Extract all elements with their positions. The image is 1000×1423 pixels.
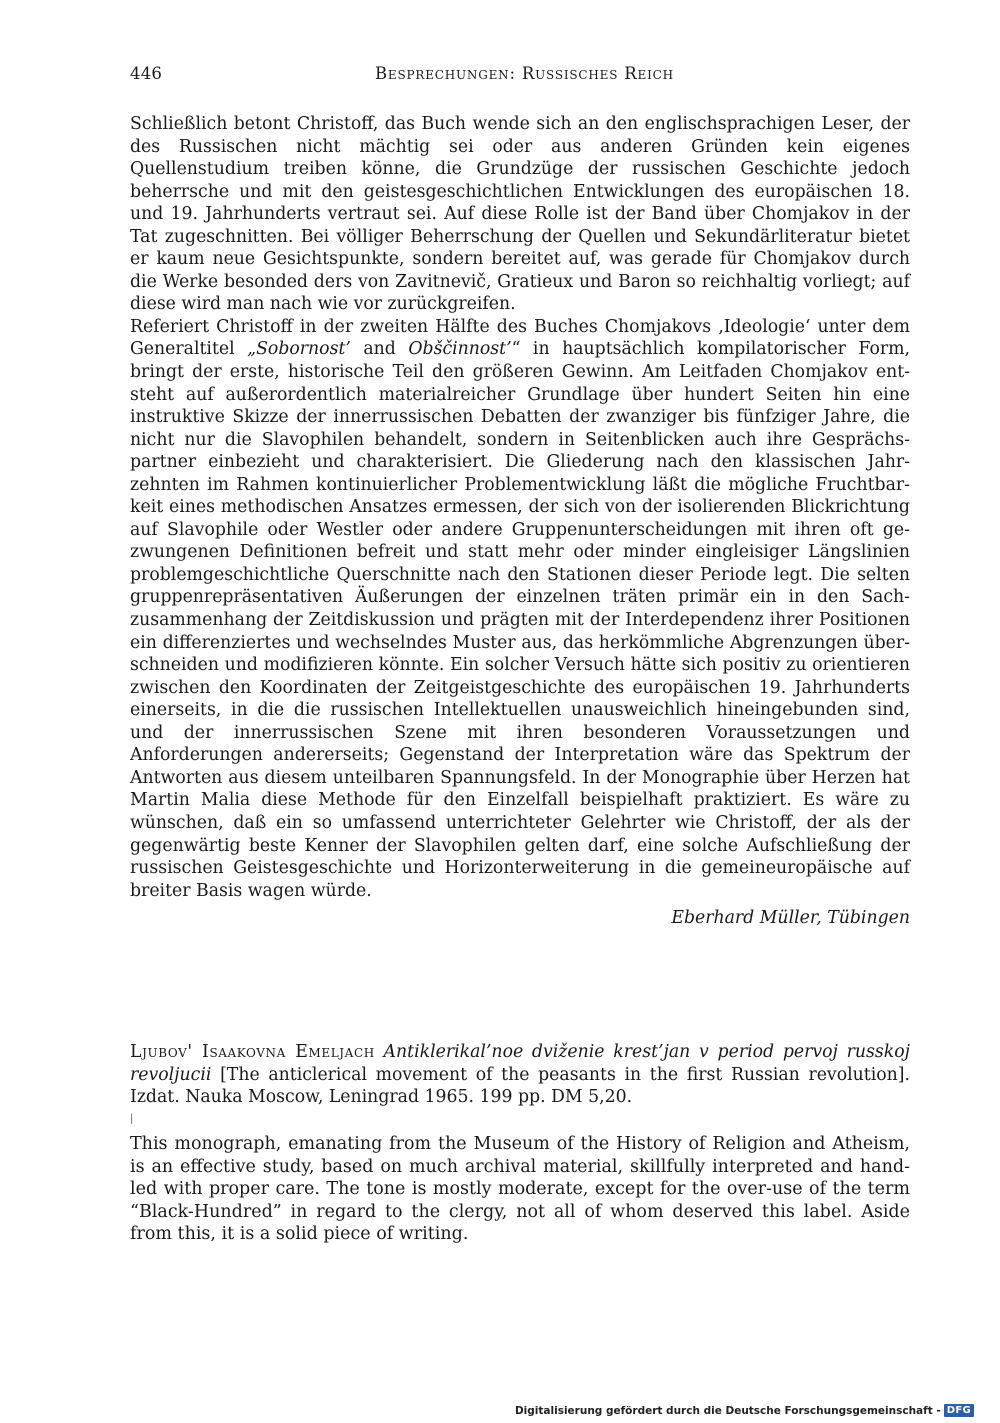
page-number: 446	[130, 64, 163, 83]
book-details: [The anticlerical movement of the peasants in the first Russian revolution]. Izdat. Nauka Moscow, Leningrad 1965. 199 pp. DM 5,20.	[130, 1064, 910, 1107]
citation-line	[130, 1041, 910, 1109]
book-author: Ljubov' Isaakovna Emeljach	[130, 1042, 375, 1062]
digitization-credit	[515, 1404, 974, 1417]
paragraph-2-text-b: “ in hauptsächlich kompilatorischer Form, bringt der erste, historische Teil den größeren Gewinn. Am Leitfaden Chomjakov entsteht auf außerordentlich materialreicher Grundlage über hundert Seiten hin eine instruktive Skizze der innerrussischen Debatten der zwanziger bis fünfziger Jahre, die nicht nur die Slavophilen behandelt, sondern in Seitenblicken auch ihre Gesprächspartner einbezieht und charakterisiert. Die Gliederung nach den klassischen Jahrzehnten im Rahmen kontinuierlicher Problementwicklung läßt die mögliche Fruchtbarkeit eines methodischen Ansatzes ermessen, der sich von der isolierenden Blickrichtung auf Slavophile oder Westler oder andere Gruppenunterscheidungen mit ihren oft gezwungenen Definitionen befreit und statt mehr oder minder eingleisiger Längslinien problemgeschichtliche Querschnitte nach den Stationen dieser Periode legt. Die selten gruppenrepräsentativen Äußerungen der einzelnen träten primär ein in den Sachzusammenhang der Zeitdiskussion und prägten mit der Interdependenz ihrer Positionen ein differenziertes und wechselndes Muster aus, das herkömmliche Abgrenzungen überschneiden und modifizieren könnte. Ein solcher Versuch hätte sich positiv zu orientieren zwischen den Koordinaten der Zeitgeistgeschichte des europäischen 19. Jahrhunderts einerseits, in die die russischen Intellektuellen unausweichlich hineingebunden sind, und der innerrussischen Szene mit ihren besonderen Voraussetzungen und Anforderungen andererseits; Gegenstand der Interpretation wäre das Spektrum der Antworten aus diesem unteilbaren Spannungsfeld. In der Monographie über Herzen hat Martin Malia diese Methode für den Einzelfall beispielhaft praktiziert. Es wäre zu wünschen, daß ein so umfassend unterrichteter Gelehrter wie Christoff, der als der gegenwärtig beste Kenner der Slavophilen gelten darf, eine solche Aufschließung der russischen Geistesgeschichte und Horizonterweiterung in die gemeineuropäische auf breiter Basis wagen würde.	[130, 339, 910, 901]
review-2-body	[130, 1133, 910, 1246]
running-head: Besprechungen: Russisches Reich	[375, 64, 674, 83]
credit-text: Digitalisierung gefördert durch die Deutsche Forschungsgemeinschaft -	[514, 1404, 941, 1417]
paragraph-2-text-a: Referiert Christoff in der zweiten Hälfte des Buches Chomjakovs ‚Ideologie‘ unter dem Generaltitel	[130, 316, 910, 360]
reviewer-signature: Eberhard Müller, Tübingen	[671, 908, 910, 929]
stray-mark: |	[130, 1113, 134, 1124]
sobornost-title: „Sobornost’	[247, 339, 351, 360]
review-2-paragraph: This monograph, emanating from the Museum of the History of Religion and Atheism, is an effective study, based on much archival material, skillfully interpreted and handled with proper care. The tone is mostly moderate, except for the over-use of the term “Black-Hundred” in regard to the clergy, not all of whom deserved this label. Aside from this, it is a solid piece of writing.	[130, 1134, 910, 1244]
and-connector: and	[350, 339, 409, 360]
book-title: Antiklerikal’noe dviženie krest’jan v period pervoj russkoj revoljucii	[130, 1042, 910, 1085]
dfg-logo: DFG	[944, 1404, 974, 1417]
review-1-paragraph-1: Schließlich betont Christoff, das Buch wende sich an den englischsprachigen Leser, der des Russischen nicht mächtig sei oder aus anderen Gründen kein eigenes Quellenstudium treiben könne, die Grundzüge der russischen Geschichte jedoch beherrsche und mit den geistesgeschichtlichen Entwicklungen des europäischen 18. und 19. Jahrhunderts vertraut sei. Auf diese Rolle ist der Band über Chomjakov in der Tat zugeschnitten. Bei völliger Beherrschung der Quellen und Sekundärliteratur bietet er kaum neue Gesichtspunkte, sondern bereitet auf, was gerade für Chomjakov durch die Werke besonded ders von Zavitnevič, Gratieux und Baron so reichhaltig vorliegt; auf diese wird man nach wie vor zurückgreifen.	[130, 114, 910, 315]
obscinnost-title: Obščinnost’	[408, 339, 512, 360]
review-1	[130, 113, 910, 930]
page-header	[130, 64, 910, 88]
review-2-citation	[130, 1041, 910, 1109]
review-1-paragraph-2	[130, 316, 910, 902]
